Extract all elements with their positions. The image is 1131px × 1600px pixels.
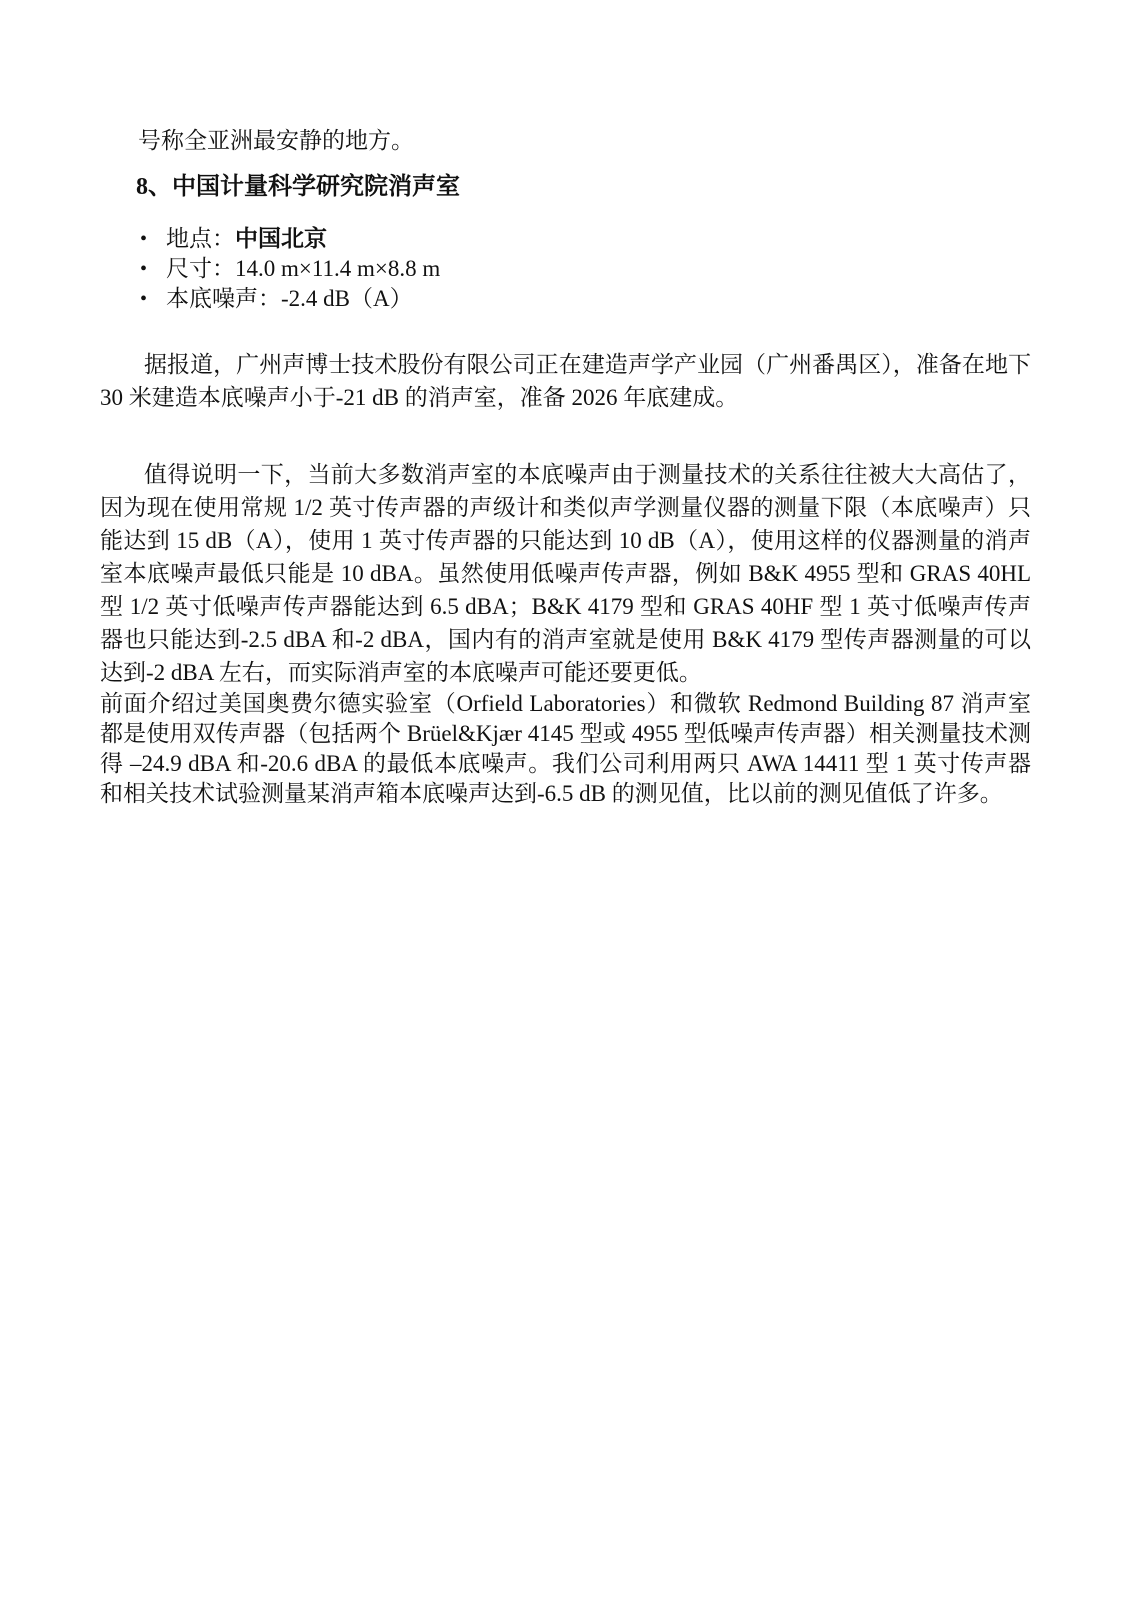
bullet-label-noise-floor: 本底噪声： (166, 286, 281, 311)
intro-continuation-line: 号称全亚洲最安静的地方。 (138, 128, 414, 153)
bullet-dot-icon: • (140, 258, 148, 280)
bullet-dot-icon: • (140, 228, 148, 250)
bullet-label-dimensions: 尺寸： (166, 256, 235, 281)
bullet-item-location (100, 224, 1031, 254)
bullet-value-noise-floor: -2.4 dB（A） (281, 286, 413, 311)
paragraph-guangzhou-report: 据报道，广州声博士技术股份有限公司正在建造声学产业园（广州番禺区），准备在地下 30 米建造本底噪声小于-21 dB 的消声室，准备 2026 年底建成。 (100, 352, 1031, 410)
bullet-item-noise-floor (100, 284, 1031, 314)
bullet-item-dimensions (100, 254, 1031, 284)
bullet-value-dimensions: 14.0 m×11.4 m×8.8 m (235, 256, 441, 281)
section-heading: 8、中国计量科学研究院消声室 (136, 174, 460, 200)
paragraph-labs-comparison: 前面介绍过美国奥费尔德实验室（Orfield Laboratories）和微软 Redmond Building 87 消声室都是使用双传声器（包括两个 Brüel&Kjær 4145 型或 4955 型低噪声传声器）相关测量技术测得 –24.9 dBA 和-20.6 dBA 的最低本底噪声。我们公司利用两只 AWA 14411 型 1 英寸传声器和相关技术试验测量某消声箱本底噪声达到-6.5 dB 的测见值，比以前的测见值低了许多。 (100, 691, 1031, 806)
bullet-dot-icon: • (140, 288, 148, 310)
bullet-value-location: 中国北京 (235, 226, 327, 251)
spec-bullet-list (100, 224, 1031, 314)
bullet-label-location: 地点： (166, 226, 235, 251)
paragraph-measurement-explanation: 值得说明一下，当前大多数消声室的本底噪声由于测量技术的关系往往被大大高估了，因为现在使用常规 1/2 英寸传声器的声级计和类似声学测量仪器的测量下限（本底噪声）只能达到 15 dB（A），使用 1 英寸传声器的只能达到 10 dB（A），使用这样的仪器测量的消声室本底噪声最低只能是 10 dBA。虽然使用低噪声传声器，例如 B&K 4955 型和 GRAS 40HL 型 1/2 英寸低噪声传声器能达到 6.5 dBA；B&K 4179 型和 GRAS 40HF 型 1 英寸低噪声传声器也只能达到-2.5 dBA 和-2 dBA，国内有的消声室就是使用 B&K 4179 型传声器测量的可以达到-2 dBA 左右，而实际消声室的本底噪声可能还要更低。 (100, 462, 1031, 685)
